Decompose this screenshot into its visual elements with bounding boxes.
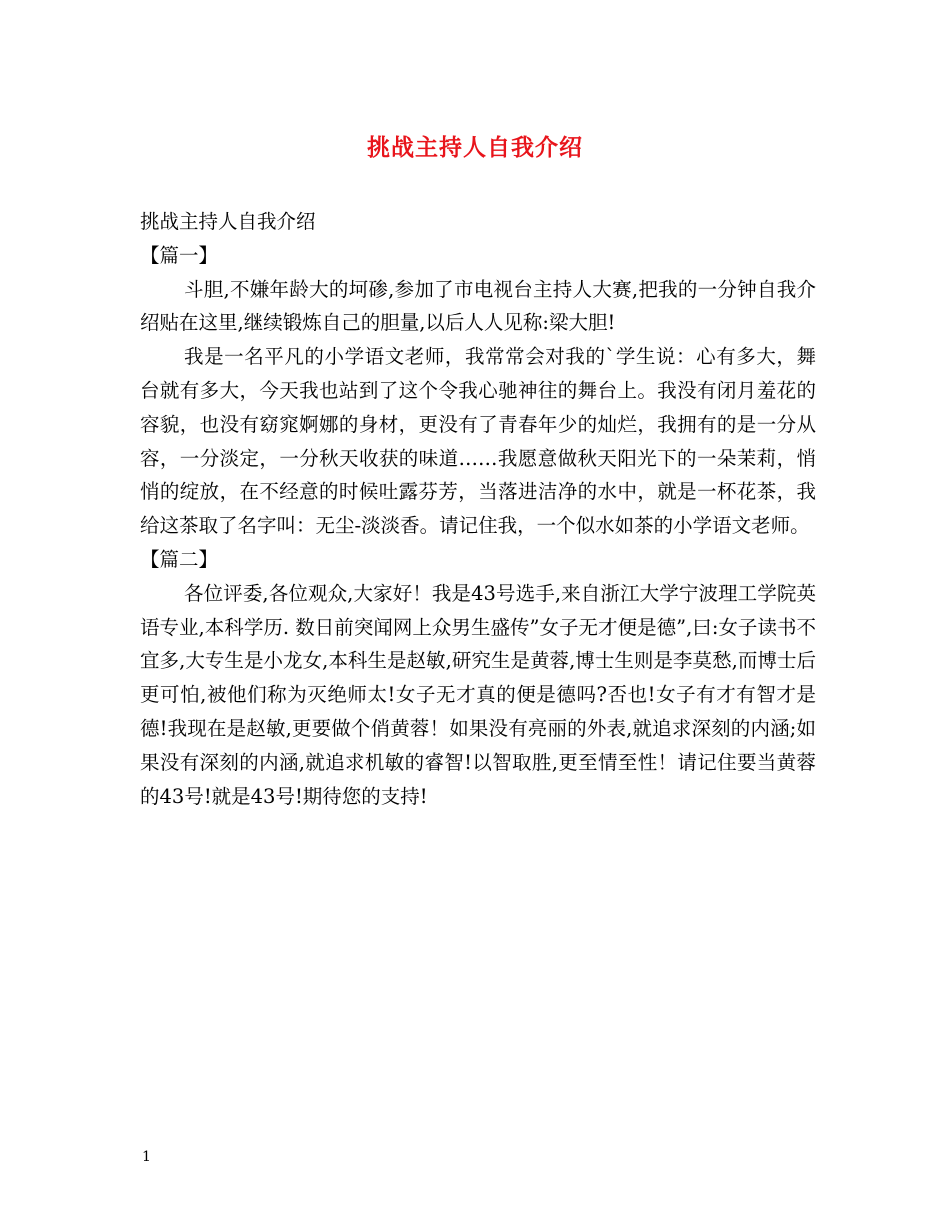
page-number: 1 [142,1149,151,1165]
section-heading-2: 【篇二】 [140,547,219,571]
document-body [140,205,816,813]
document-subtitle: 挑战主持人自我介绍 [140,210,316,233]
section-1-paragraph-2: 我是一名平凡的小学语文老师，我常常会对我的`学生说：心有多大，舞台就有多大，今天我也站到了这个令我心驰神往的舞台上。我没有闭月羞花的容貌，也没有窈窕婀娜的身材，更没有了青春年少的灿烂，我拥有的是一分从容，一分淡定，一分秋天收获的味道……我愿意做秋天阳光下的一朵茉莉，悄悄的绽放，在不经意的时候吐露芬芳，当落进洁净的水中，就是一杯花茶，我给这茶取了名字叫：无尘-淡淡香。请记住我，一个似水如茶的小学语文老师。 [140,345,816,538]
section-heading-1: 【篇一】 [140,243,219,267]
section-1-paragraph-1: 斗胆,不嫌年龄大的坷碜,参加了市电视台主持人大赛,把我的一分钟自我介绍贴在这里,继续锻炼自己的胆量,以后人人见称:梁大胆! [140,277,816,335]
section-2-paragraph-1: 各位评委,各位观众,大家好！我是43号选手,来自浙江大学宁波理工学院英语专业,本科学历. 数日前突闻网上众男生盛传”女子无才便是德”,曰:女子读书不宜多,大专生是小龙女,本科生是赵敏,研究生是黄蓉,博士生则是李莫愁,而博士后更可怕,被他们称为灭绝师太!女子无才真的便是德吗?否也!女子有才有智才是德!我现在是赵敏,更要做个俏黄蓉！如果没有亮丽的外表,就追求深刻的内涵;如果没有深刻的内涵,就追求机敏的睿智!以智取胜,更至情至性！请记住要当黄蓉的43号!就是43号!期待您的支持! [140,581,816,808]
document-title: 挑战主持人自我介绍 [367,134,583,161]
